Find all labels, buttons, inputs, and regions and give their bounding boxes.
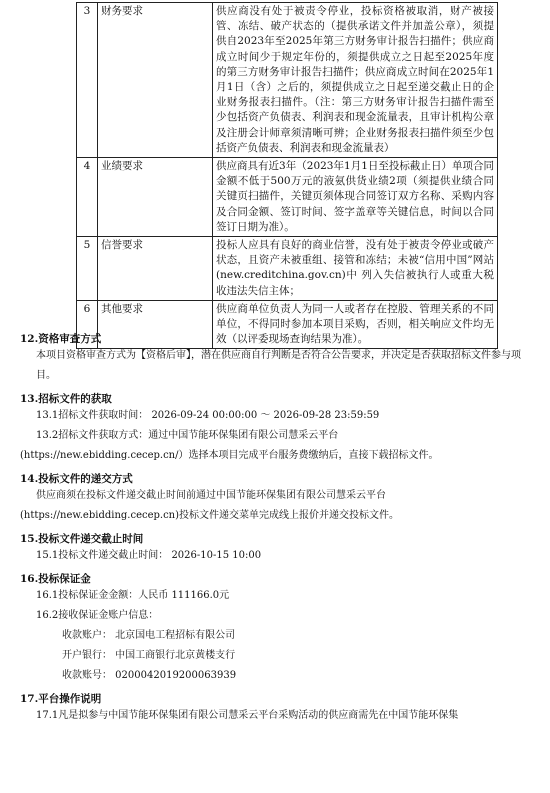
account-number: 收款账号： 0200042019200063939 [62,670,237,681]
document-body [0,331,550,731]
section-line: 13.2招标文件获取方式：通过中国节能环保集团有限公司慧采云平台 [36,430,339,441]
row-requirement-name: 信誉要求 [98,237,213,301]
section-heading: 16.投标保证金 [20,573,91,585]
row-requirement-name: 其他要求 [98,300,213,349]
section-line: (https://new.ebidding.cecep.cn)投标文件递交菜单完成线上报价并递交投标文件。 [20,510,400,521]
section-heading: 15.投标文件递交截止时间 [20,533,144,545]
section-heading: 13.招标文件的获取 [20,393,112,405]
section-line: 供应商须在投标文件递交截止时间前通过中国节能环保集团有限公司慧采云平台 [36,490,386,501]
row-number: 5 [77,237,98,301]
row-requirement-content: 投标人应具有良好的商业信誉，没有处于被责令停业或破产状态，且资产未被重组、接管和冻结；未被“信用中国”网站(new.creditchina.gov.cn)中 列入失信被执行人或重大税收违法失信主体； [213,237,498,301]
row-requirement-content: 供应商单位负责人为同一人或者存在控股、管理关系的不同单位，不得同时参加本项目采购，否则，相关响应文件均无效（以评委现场查询结果为准）。 [213,300,498,349]
table-row [77,3,498,158]
section-heading: 14.投标文件的递交方式 [20,473,133,485]
requirements-table [76,2,498,349]
section-12 [0,331,550,386]
section-line: 16.1投标保证金金额：人民币 111166.0元 [36,590,230,601]
section-heading: 12.资格审查方式 [20,333,102,345]
section-heading: 17.平台操作说明 [20,693,102,705]
row-requirement-name: 业绩要求 [98,158,213,237]
section-14 [0,471,550,526]
account-bank: 开户银行： 中国工商银行北京黄楼支行 [62,650,236,661]
row-requirement-name: 财务要求 [98,3,213,158]
section-line: (https://new.ebidding.cecep.cn/）选择本项目完成平台服务费缴纳后，直接下载招标文件。 [20,450,439,461]
account-name: 收款账户： 北京国电工程招标有限公司 [62,630,236,641]
row-number: 4 [77,158,98,237]
section-line: 17.1凡是拟参与中国节能环保集团有限公司慧采云平台采购活动的供应商需先在中国节能环保集 [36,710,459,721]
row-number: 3 [77,3,98,158]
section-line: 16.2接收保证金账户信息： [36,610,159,621]
section-paragraph: 本项目资格审查方式为【资格后审】，潜在供应商自行判断是否符合公告要求，并决定是否获取招标文件参与项目。 [36,350,521,381]
row-number: 6 [77,300,98,349]
section-13 [0,391,550,466]
table-row [77,158,498,237]
section-line: 13.1招标文件获取时间： 2026-09-24 00:00:00 ～ 2026-09-28 23:59:59 [36,410,380,421]
section-16 [0,571,550,686]
section-15 [0,531,550,566]
table-row [77,237,498,301]
section-line: 15.1投标文件递交截止时间： 2026-10-15 10:00 [36,550,262,561]
section-17 [0,691,550,726]
row-requirement-content: 供应商具有近3年（2023年1月1日至投标截止日）单项合同金额不低于500万元的液氨供货业绩2项（须提供业绩合同关键页扫描件，关键页须体现合同签订双方名称、采购内容及合同金额、签订时间、签字盖章等关键信息，时间以合同签订日期为准）。 [213,158,498,237]
row-requirement-content: 供应商没有处于被责令停业，投标资格被取消，财产被接管、冻结、破产状态的（提供承诺文件并加盖公章），须提供自2023年至2025年第三方财务审计报告扫描件；供应商成立时间少于规定年份的，须提供成立之日起至2025年度的第三方财务审计报告扫描件；供应商成立时间在2025年1月1日（含）之后的，须提供成立之日起至递交截止日的企业财务报表扫描件。（注：第三方财务审计报告扫描件需至少包括资产负债表、利润表和现金流量表，且审计机构公章及注册会计师章须清晰可辨；企业财务报表扫描件须至少包括资产负债表、利润表和现金流量表） [213,3,498,158]
